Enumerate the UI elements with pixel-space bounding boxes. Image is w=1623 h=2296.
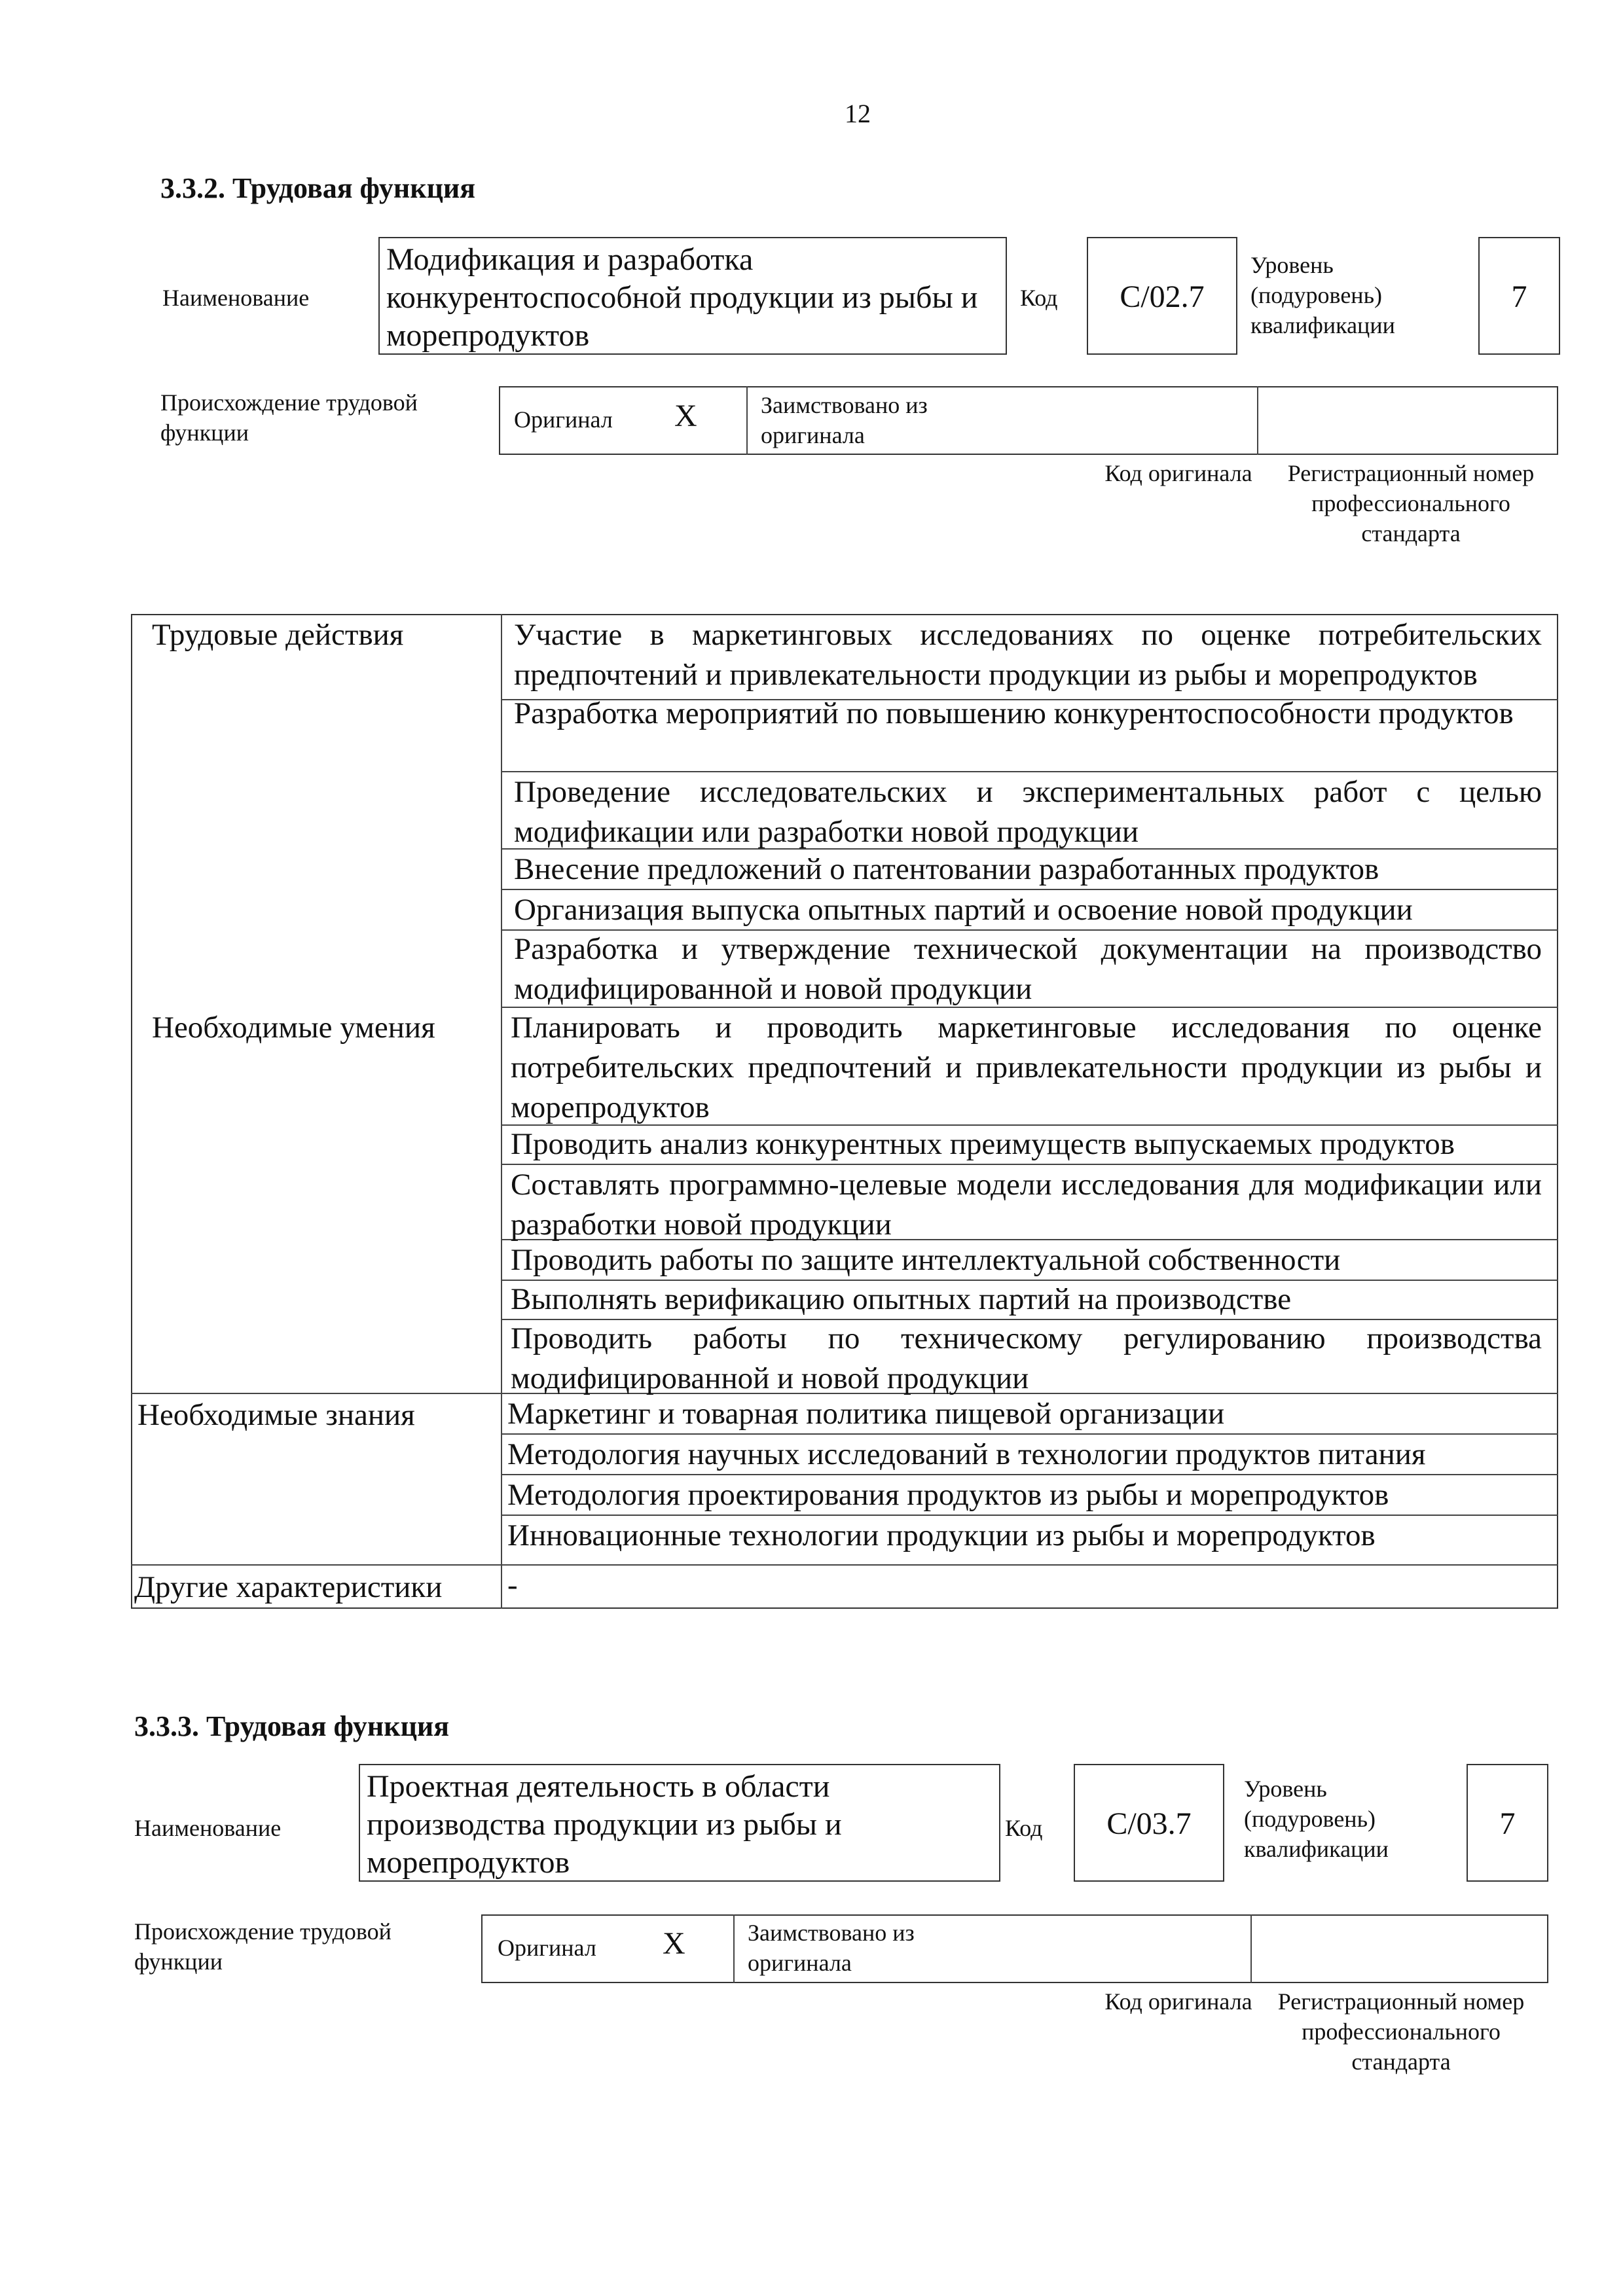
action-item: Организация выпуска опытных партий и освоение новой продукции [514, 893, 1413, 927]
level-label: Уровень (подуровень) квалификации [1250, 252, 1395, 338]
skill-item: Составлять программно-целевые модели исследования для модификации или разработки новой продукции [511, 1168, 1542, 1242]
reg-number-label: Регистрационный номер профессионального стандарта [1287, 460, 1535, 547]
page-number: 12 [845, 99, 871, 128]
origin-label-2: Происхождение трудовой функции [134, 1918, 392, 1975]
row-header-knowledge: Необходимые знания [137, 1398, 415, 1432]
skill-item: Выполнять верификацию опытных партий на производстве [511, 1282, 1292, 1316]
origin-box [499, 386, 1558, 455]
original-mark-2: Х [663, 1926, 685, 1961]
skill-item: Планировать и проводить маркетинговые исследования по оценке потребительских предпочтений и привлекательности продукции из рыбы и морепродуктов [511, 1011, 1542, 1124]
row-header-actions: Трудовые действия [152, 618, 404, 652]
function-name-box-2 [359, 1764, 1000, 1882]
action-item: Разработка мероприятий по повышению конкурентоспособности продуктов [514, 696, 1514, 730]
level-value-2: 7 [1499, 1806, 1516, 1841]
action-item: Проведение исследовательских и экспериментальных работ с целью модификации или разработки новой продукции [514, 775, 1542, 849]
code-original-label: Код оригинала [1104, 460, 1252, 486]
code-value: С/02.7 [1120, 279, 1205, 314]
knowledge-item: Методология проектирования продуктов из рыбы и морепродуктов [507, 1478, 1389, 1512]
row-header-other: Другие характеристики [134, 1570, 443, 1604]
section-title-332: 3.3.2. Трудовая функция [160, 172, 476, 204]
action-item: Участие в маркетинговых исследованиях по оценке потребительских предпочтений и привлекательности продукции из рыбы и морепродуктов [514, 618, 1542, 692]
skill-item: Проводить анализ конкурентных преимуществ выпускаемых продуктов [511, 1127, 1455, 1161]
borrowed-label-2: Заимствовано из оригинала [748, 1920, 915, 1976]
level-box [1478, 237, 1560, 355]
action-item: Разработка и утверждение технической документации на производство модифицированной и новой продукции [514, 932, 1542, 1006]
code-label: Код [1020, 285, 1058, 311]
function-name-box [378, 237, 1007, 355]
borrowed-label: Заимствовано из оригинала [761, 392, 928, 448]
original-label: Оригинал [514, 406, 613, 433]
other-item: - [507, 1568, 518, 1602]
level-value: 7 [1511, 279, 1527, 314]
knowledge-item: Инновационные технологии продукции из рыбы и морепродуктов [507, 1518, 1376, 1552]
level-label-2: Уровень (подуровень) квалификации [1244, 1776, 1389, 1862]
function-name-value-2: Проектная деятельность в области производства продукции из рыбы и морепродуктов [367, 1769, 842, 1880]
skill-item: Проводить работы по техническому регулированию производства модифицированной и новой продукции [511, 1321, 1542, 1395]
reg-number-label-2: Регистрационный номер профессионального стандарта [1277, 1988, 1525, 2075]
name-label: Наименование [162, 285, 310, 311]
original-mark: Х [674, 399, 697, 433]
action-item: Внесение предложений о патентовании разработанных продуктов [514, 852, 1379, 886]
code-original-label-2: Код оригинала [1104, 1988, 1252, 2015]
section-title-333: 3.3.3. Трудовая функция [134, 1710, 450, 1742]
level-box-2 [1467, 1764, 1548, 1882]
code-label-2: Код [1005, 1815, 1043, 1841]
origin-label: Происхождение трудовой функции [160, 389, 418, 446]
knowledge-item: Маркетинг и товарная политика пищевой организации [507, 1397, 1225, 1431]
row-header-skills: Необходимые умения [152, 1011, 435, 1045]
name-label-2: Наименование [134, 1815, 282, 1841]
origin-box-2 [481, 1914, 1548, 1983]
code-value-2: С/03.7 [1106, 1806, 1192, 1841]
skill-item: Проводить работы по защите интеллектуальной собственности [511, 1243, 1341, 1277]
code-box [1087, 237, 1237, 355]
code-box-2 [1074, 1764, 1224, 1882]
original-label-2: Оригинал [498, 1935, 596, 1961]
knowledge-item: Методология научных исследований в технологии продуктов питания [507, 1437, 1426, 1471]
function-name-value: Модификация и разработка конкурентоспособной продукции из рыбы и морепродуктов [386, 242, 978, 353]
